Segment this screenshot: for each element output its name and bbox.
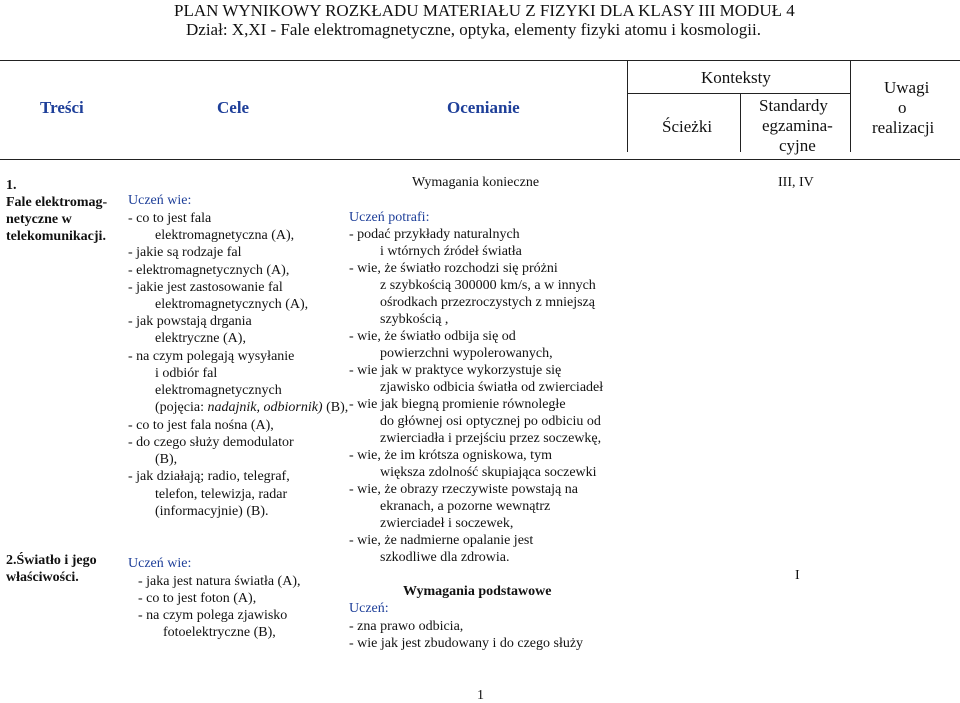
ocenianie-item: szybkością ,: [380, 312, 449, 327]
cele-item: - co to jest fala nośna (A),: [128, 418, 274, 433]
cele-item: - co to jest foton (A),: [138, 591, 257, 606]
topic-2-line2: właściwości.: [6, 570, 79, 585]
ocenianie-item: - zna prawo odbicia,: [349, 619, 464, 634]
pojecia-terms: nadajnik, odbiornik): [207, 400, 323, 415]
column-header-standardy-1: Standardy: [759, 96, 828, 115]
cele-item: - co to jest fala: [128, 211, 212, 226]
cele-item: - jakie są rodzaje fal: [128, 245, 242, 260]
cele-item: - do czego służy demodulator: [128, 435, 294, 450]
column-header-uwagi-1: Uwagi: [884, 78, 930, 97]
topic-1-line3: telekomunikacji.: [6, 229, 106, 244]
column-header-tresci: Treści: [40, 98, 84, 117]
ocenianie-item: - wie jak w praktyce wykorzystuje się: [349, 363, 562, 378]
topic-1-number: 1.: [6, 178, 17, 193]
column-header-standardy-3: cyjne: [779, 136, 816, 155]
page-number: 1: [477, 688, 484, 703]
cele-item: - na czym polegają wysyłanie: [128, 349, 295, 364]
ocenianie-item: z szybkością 300000 km/s, a w innych: [380, 278, 596, 293]
topic-1-line2: netyczne w: [6, 212, 72, 227]
column-header-sciezki: Ścieżki: [662, 117, 713, 136]
ocenianie-item: - wie, że nadmierne opalanie jest: [349, 533, 534, 548]
pojecia-label: (pojęcia:: [155, 400, 208, 415]
cele-item-pojecia: [155, 401, 348, 415]
column-header-standardy-2: egzamina-: [762, 116, 833, 135]
column-header-uwagi-2: o: [898, 98, 907, 117]
ocenianie-item: - wie jak jest zbudowany i do czego służy: [349, 636, 584, 651]
vertical-divider-standardy: [740, 94, 741, 152]
cele-item: elektryczne (A),: [155, 331, 246, 346]
ocenianie-item: i wtórnych źródeł światła: [380, 244, 522, 259]
topic-1-line1: Fale elektromag-: [6, 195, 108, 210]
cele-item: fotoelektryczne (B),: [163, 625, 276, 640]
cele-item: - jak działają; radio, telegraf,: [128, 469, 290, 484]
ocenianie-heading-podstawowe: Wymagania podstawowe: [403, 584, 552, 599]
header-bottom-border: [0, 159, 960, 160]
vertical-divider-uwagi: [850, 60, 851, 152]
vertical-divider-sciezki: [627, 60, 628, 152]
ocenianie-heading-konieczne: Wymagania konieczne: [412, 175, 540, 190]
ocenianie-item: ośrodkach przezroczystych z mniejszą: [380, 295, 595, 310]
ocenianie-item: - wie, że światło odbija się od: [349, 329, 516, 344]
column-header-konteksty: Konteksty: [701, 68, 771, 87]
ocenianie-item: - wie jak biegną promienie równoległe: [349, 397, 566, 412]
cele-item: - jakie jest zastosowanie fal: [128, 280, 283, 295]
ocenianie-item: większa zdolność skupiająca soczewki: [380, 465, 597, 480]
ocenianie-item: powierzchni wypolerowanych,: [380, 346, 553, 361]
pojecia-level: (B),: [322, 400, 349, 415]
ocenianie-intro-uczen: Uczeń:: [349, 601, 389, 616]
column-header-ocenianie: Ocenianie: [447, 98, 520, 117]
standardy-value-row1: III, IV: [778, 175, 814, 190]
ocenianie-item: - wie, że im krótsza ogniskowa, tym: [349, 448, 552, 463]
topic-2-line1: 2.Światło i jego: [6, 553, 97, 568]
ocenianie-item: - wie, że obrazy rzeczywiste powstają na: [349, 482, 578, 497]
document-title-line1: PLAN WYNIKOWY ROZKŁADU MATERIAŁU Z FIZYKI DLA KLASY III MODUŁ 4: [174, 1, 795, 20]
ocenianie-intro-potrafi: Uczeń potrafi:: [349, 210, 430, 225]
column-header-uwagi-3: realizacji: [872, 118, 935, 137]
cele-block1-intro: Uczeń wie:: [128, 193, 192, 208]
ocenianie-item: - podać przykłady naturalnych: [349, 227, 520, 242]
cele-item: i odbiór fal: [155, 366, 218, 381]
ocenianie-item: do głównej osi optycznej po odbiciu od: [380, 414, 601, 429]
cele-item: (informacyjnie) (B).: [155, 504, 269, 519]
document-title-line2: Dział: X,XI - Fale elektromagnetyczne, optyka, elementy fizyki atomu i kosmologii.: [186, 20, 762, 39]
cele-item: (B),: [155, 452, 178, 467]
ocenianie-item: ekranach, a pozorne wewnątrz: [380, 499, 551, 514]
cele-item: telefon, telewizja, radar: [155, 487, 288, 502]
cele-item: elektromagnetycznych (A),: [155, 297, 309, 312]
cele-item: - elektromagnetycznych (A),: [128, 263, 290, 278]
cele-item: elektromagnetyczna (A),: [155, 228, 295, 243]
cele-item: - na czym polega zjawisko: [138, 608, 288, 623]
cele-item: elektromagnetycznych: [155, 383, 282, 398]
column-header-cele: Cele: [217, 98, 250, 117]
table-top-border: [0, 60, 960, 61]
cele-item: - jaka jest natura światła (A),: [138, 574, 301, 589]
cele-block2-intro: Uczeń wie:: [128, 556, 192, 571]
ocenianie-item: - wie, że światło rozchodzi się próżni: [349, 261, 558, 276]
cele-item: - jak powstają drgania: [128, 314, 252, 329]
ocenianie-item: zwierciadła i przejściu przez soczewkę,: [380, 431, 602, 446]
ocenianie-item: zjawisko odbicia światła od zwierciadeł: [380, 380, 604, 395]
konteksty-underline: [627, 93, 850, 94]
standardy-value-row2: I: [795, 568, 800, 583]
ocenianie-item: zwierciadeł i soczewek,: [380, 516, 514, 531]
ocenianie-item: szkodliwe dla zdrowia.: [380, 550, 510, 565]
